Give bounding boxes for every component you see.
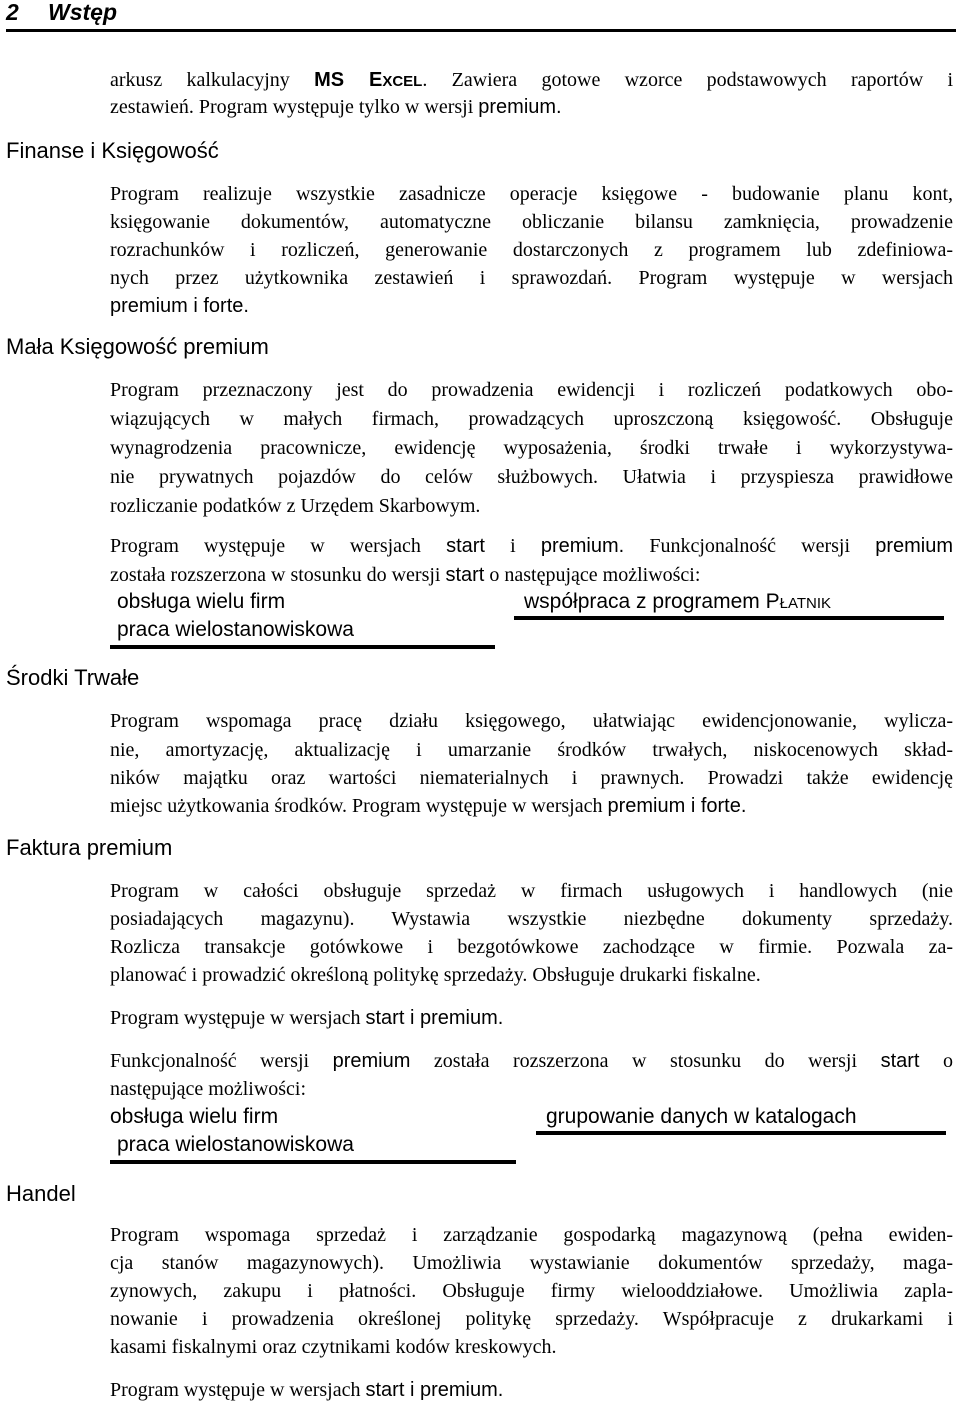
func-text: o	[919, 1050, 953, 1072]
mala-line-4: nie prywatnych pojazdów do celów służbowych. Ułatwia i przyspiesza prawidłowe	[110, 466, 953, 488]
feature-underline	[110, 645, 495, 649]
section-heading-handel: Handel	[6, 1181, 76, 1206]
version-premium: premium	[875, 535, 953, 557]
finanse-line-2: księgowanie dokumentów, automatyczne obliczanie bilansu zamknięcia, prowadzenie	[110, 211, 953, 233]
handel-line-4: nowanie i prowadzenia określonej politykę sprzedaży. Współpracuje z drukarkami i	[110, 1308, 953, 1330]
srodki-line-2: nie, amortyzację, aktualizację i umarzanie środków trwałych, niskocenowych skład-	[110, 739, 953, 761]
feature-underline	[536, 1131, 946, 1135]
versions-text: Program występuje w wersjach	[110, 535, 447, 557]
func-text: została rozszerzona w stosunku do wersji	[410, 1050, 881, 1072]
handel-line-2: cja stanów magazynowych). Umożliwia wystawianie dokumentów sprzedaży, maga-	[110, 1252, 953, 1274]
feature-underline	[110, 1160, 516, 1164]
section-heading-mala-ksiegowosc: Mała Księgowość premium	[6, 334, 269, 359]
faktura-versions	[110, 1006, 503, 1030]
faktura-line-2: posiadających magazynu). Wystawia wszystkie niezbędne dokumenty sprzedaży.	[110, 908, 953, 930]
srodki-line-4	[110, 794, 746, 818]
intro-line-1	[110, 68, 953, 94]
faktura-line-3: Rozlicza transakcje gotówkowe i bezgotówkowe zachodzące w firmie. Pozwala za-	[110, 936, 953, 958]
handel-line-1: Program wspomaga sprzedaż i zarządzanie gospodarką magazynową (pełna ewiden-	[110, 1224, 953, 1246]
versions-text: Funkcjonalność wersji	[624, 535, 876, 557]
finanse-line-4: nych przez użytkownika zestawień i sprawozdań. Program występuje w wersjach	[110, 267, 953, 289]
version-premium-forte: premium i forte.	[607, 795, 747, 817]
finanse-line-1: Program realizuje wszystkie zasadnicze operacje księgowe - budowanie planu kont,	[110, 183, 953, 205]
feature-catalog-grouping: grupowanie danych w katalogach	[546, 1105, 857, 1128]
feature-multi-station: praca wielostanowiskowa	[117, 618, 354, 641]
section-heading-faktura: Faktura premium	[6, 835, 173, 860]
handel-line-3: zynowych, zakupu i płatności. Obsługuje firmy wielooddziałowe. Umożliwia zapla-	[110, 1280, 953, 1302]
faktura-line-1: Program w całości obsługuje sprzedaż w firmach usługowych i handlowych (nie	[110, 880, 953, 902]
version-premium: premium.	[478, 96, 562, 118]
mala-line-5: rozliczanie podatków z Urzędem Skarbowym.	[110, 495, 481, 517]
page-number: 2	[6, 0, 19, 25]
finanse-line-5: premium i forte.	[110, 295, 249, 317]
feature-platnik	[524, 590, 831, 616]
versions-text: i	[485, 535, 541, 557]
chapter-title: Wstęp	[48, 0, 117, 25]
srodki-line-3: ników majątku oraz wartości niematerialnych i prawnych. Prowadzi także ewidencję	[110, 767, 953, 789]
func-text: Funkcjonalność wersji	[110, 1050, 333, 1072]
version-start-premium: start i premium.	[365, 1379, 504, 1401]
intro-line-2	[110, 95, 562, 119]
ms-excel-brand-smallcaps: XCEL	[382, 73, 423, 90]
page-header	[6, 0, 117, 24]
intro-text: arkusz kalkulacyjny	[110, 69, 315, 91]
versions-text: o następujące możliwości:	[484, 564, 701, 586]
section-heading-srodki-trwale: Środki Trwałe	[6, 665, 140, 690]
faktura-line-4: planować i prowadzić określoną politykę sprzedaży. Obsługuje drukarki fiskalne.	[110, 964, 761, 986]
srodki-text: miejsc użytkowania środków. Program występuje w wersjach	[110, 795, 608, 817]
section-heading-finanse: Finanse i Księgowość	[6, 138, 219, 163]
header-rule	[6, 29, 956, 32]
intro-text: . Zawiera gotowe wzorce podstawowych raportów i	[422, 69, 953, 91]
versions-text: Program występuje w wersjach	[110, 1007, 366, 1029]
finanse-line-3: rozrachunków i rozliczeń, generowanie dostarczonych z programem lub zdefiniowa-	[110, 239, 953, 261]
version-premium: premium.	[540, 535, 625, 557]
mala-line-2: wiązujących w małych firmach, prowadzących uproszczoną księgowość. Obsługuje	[110, 408, 953, 430]
feature-underline	[514, 616, 944, 620]
version-start: start	[445, 564, 485, 586]
feature-multi-company: obsługa wielu firm	[117, 590, 286, 613]
feature-text-smallcaps: ŁATNIK	[779, 595, 832, 612]
ms-excel-brand: MS E	[314, 69, 383, 91]
srodki-line-1: Program wspomaga pracę działu księgowego, ułatwiając ewidencjonowanie, wylicza-	[110, 710, 953, 732]
mala-versions-line-1	[110, 534, 953, 558]
mala-versions-line-2	[110, 563, 700, 587]
versions-text: została rozszerzona w stosunku do wersji	[110, 564, 446, 586]
version-start: start	[446, 535, 485, 557]
faktura-func-line-2: następujące możliwości:	[110, 1078, 307, 1100]
feature-text: współpraca z programem P	[524, 590, 780, 613]
version-start: start	[880, 1050, 920, 1072]
mala-line-3: wynagrodzenia pracownicze, ewidencję wyposażenia, środki trwałe i wykorzystywa-	[110, 437, 953, 459]
version-premium: premium	[332, 1050, 411, 1072]
feature-multi-station: praca wielostanowiskowa	[117, 1133, 354, 1156]
versions-text: Program występuje w wersjach	[110, 1379, 366, 1401]
intro-text: zestawień. Program występuje tylko w wersji	[110, 96, 479, 118]
version-start-premium: start i premium.	[365, 1007, 504, 1029]
faktura-func-line-1	[110, 1049, 953, 1073]
feature-multi-company: obsługa wielu firm	[110, 1105, 279, 1128]
handel-line-5: kasami fiskalnymi oraz czytnikami kodów kreskowych.	[110, 1336, 557, 1358]
mala-line-1: Program przeznaczony jest do prowadzenia ewidencji i rozliczeń podatkowych obo-	[110, 379, 953, 401]
handel-versions	[110, 1378, 503, 1402]
